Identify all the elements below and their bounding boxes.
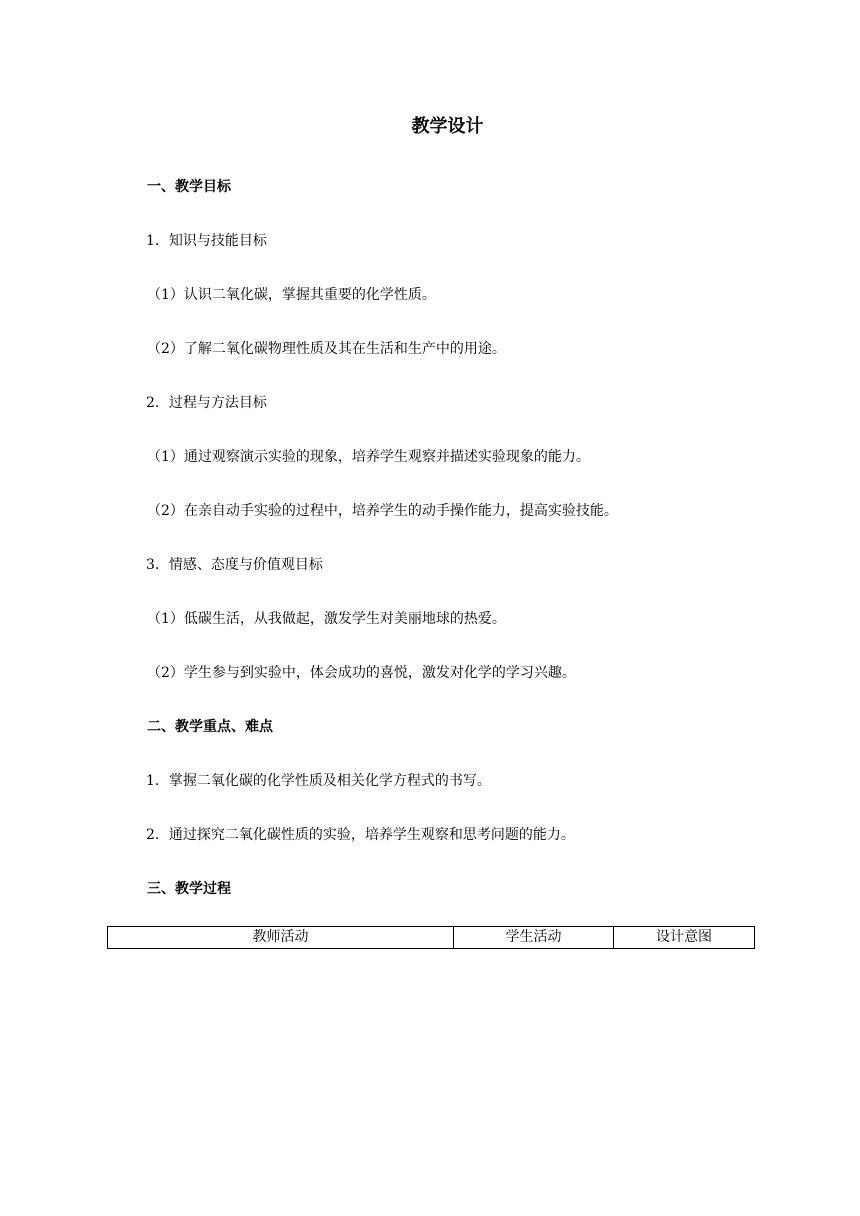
objective-item: （1）通过观察演示实验的现象，培养学生观察并描述实验现象的能力。 (147, 449, 590, 465)
section-heading-teaching-process: 三、教学过程 (147, 881, 231, 897)
key-point-item: 2．通过探究二氧化碳性质的实验，培养学生观察和思考问题的能力。 (146, 827, 575, 843)
objective-item: （1）认识二氧化碳，掌握其重要的化学性质。 (147, 287, 436, 303)
objective-item: （2）了解二氧化碳物理性质及其在生活和生产中的用途。 (147, 341, 506, 357)
table-header-student-activity: 学生活动 (454, 927, 614, 949)
table-header-design-intent: 设计意图 (614, 927, 755, 949)
subsection-title-process: 2．过程与方法目标 (146, 395, 267, 411)
objective-item: （1）低碳生活，从我做起，激发学生对美丽地球的热爱。 (147, 611, 506, 627)
subsection-title-attitude: 3．情感、态度与价值观目标 (146, 557, 323, 573)
table-header-row (108, 927, 755, 949)
table-header-teacher-activity: 教师活动 (108, 927, 454, 949)
subsection-title-knowledge: 1．知识与技能目标 (146, 233, 267, 249)
objective-item: （2）在亲自动手实验的过程中，培养学生的动手操作能力，提高实验技能。 (147, 503, 618, 519)
section-heading-key-points: 二、教学重点、难点 (147, 719, 273, 735)
section-heading-objectives: 一、教学目标 (147, 179, 231, 195)
objective-item: （2）学生参与到实验中，体会成功的喜悦，激发对化学的学习兴趣。 (147, 665, 576, 681)
key-point-item: 1．掌握二氧化碳的化学性质及相关化学方程式的书写。 (146, 773, 491, 789)
teaching-process-table (107, 926, 755, 949)
document-title: 教学设计 (411, 116, 484, 137)
